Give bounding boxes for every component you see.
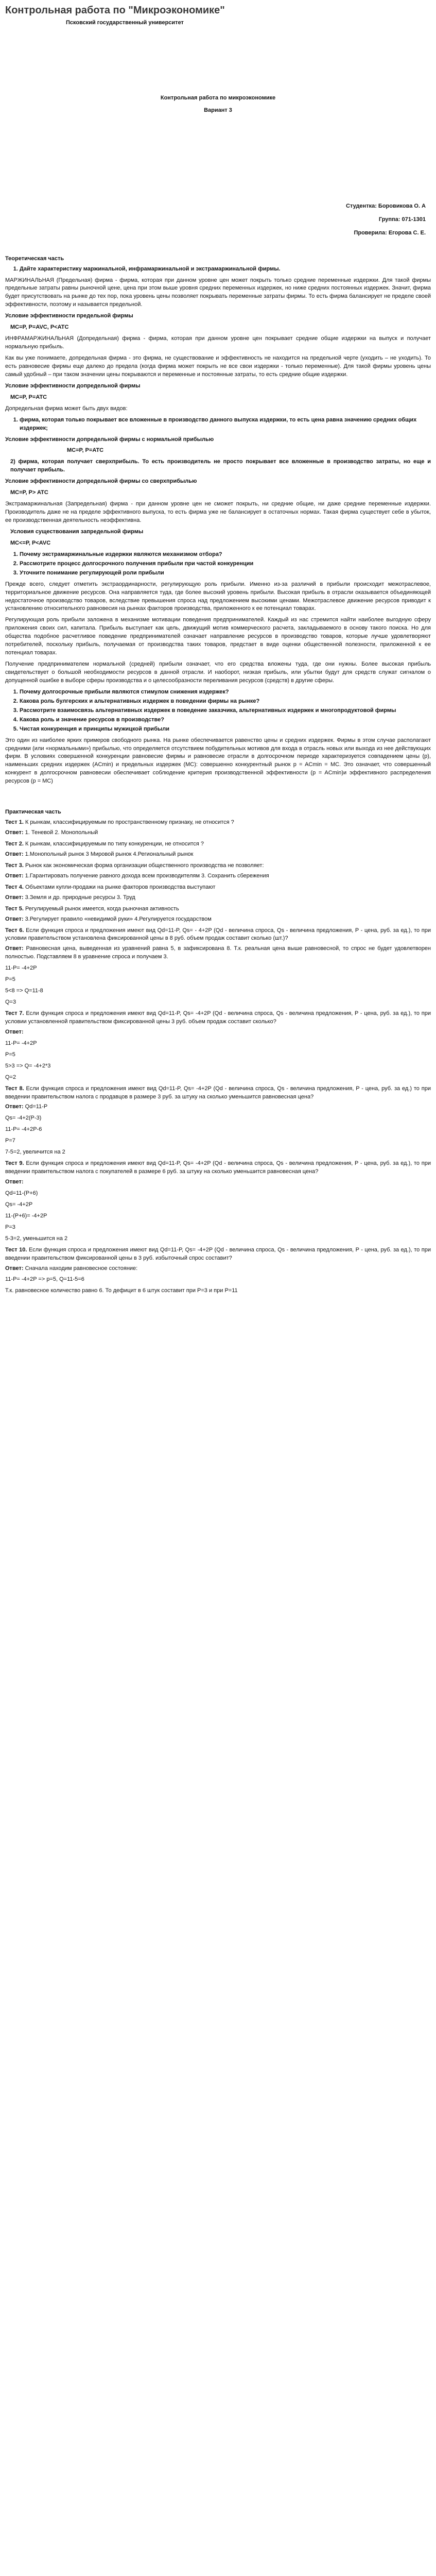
test-question xyxy=(5,1010,431,1026)
test-answer xyxy=(5,872,431,880)
marginal-firm-paragraph: МАРЖИНАЛЬНАЯ (Предельная) фирма - фирма, которая при данном уровне цен может покрыть только средние переменные издержки. Для такой фирмы предельные затраты равны рыночной цене, цена при этом выше уровня средних переменных издержек, но ниже средних постоянных издержек. Значит, фирма будет присутствовать на рынке до тех пор, пока уровень цены позволяет покрывать переменные затраты фирмы. То есть фирма балансирует не пределе своей эффективности, поэтому и называется предельной. xyxy=(5,277,431,308)
test-question xyxy=(5,1085,431,1101)
question-2-item: 1. Почему экстрамаржинальные издержки являются механизмом отбора? xyxy=(20,551,431,559)
question-3-item: 4. Какова роль и значение ресурсов в производстве? xyxy=(20,716,431,724)
item-text: Qs= -4+2(P-3) xyxy=(5,1115,42,1122)
item-text: Сначала находим равновесное состояние: xyxy=(25,1265,138,1272)
closing-paragraph: Это один из наиболее ярких примеров свободного рынка. На рынке обеспечивается равенство цены и средних издержек. Фирмы в этом случае располагают средними (или «нормальными») прибылью, что определяется отсутствием побудительных мотивов для входа в отрасль новых или выхода из нее действующих фирм. В условиях совершенной конкуренции равновесие фирмы и равновесие отрасли в долгосрочном периоде характеризуется совпадением цены (p), наименьших средних издержек (ACmin) и предельных издержек (MC): совершенно конкурентный рынок p = ACmin = MC. Это означает, что совершенный конкурент в долгосрочном равновесии обеспечивает соблюдение критерия производственной эффективности (p = ACmin)и эффективного распределения ресурсов (p = MC) xyxy=(5,737,431,785)
item-text: P=7 xyxy=(5,1138,15,1144)
item-label: Тест 10. xyxy=(5,1246,27,1253)
item-text: Если функция спроса и предложения имеют вид Qd=11-P, Qs= -4+2P (Qd - величина спроса, Qs - величина предложения, P - цена, руб. за ед.), то при введении правительством фиксированной цены в 3 руб. избыточный спрос составит? xyxy=(5,1246,431,1261)
infra-super-label: Условие эффективности допредельной фирмы со сверхприбылью xyxy=(5,478,197,485)
item-text: 5>3 => Q= -4+2*3 xyxy=(5,1062,51,1069)
test-question xyxy=(5,927,431,943)
item-label: Ответ: xyxy=(5,894,24,901)
infra-condition-label: Условие эффективности допредельной фирмы xyxy=(5,382,141,389)
infra-condition-formula: MC=P, P=ATC xyxy=(10,394,47,400)
question-2-list xyxy=(5,551,431,578)
item-label: Ответ: xyxy=(5,851,24,857)
answer-line xyxy=(5,1201,431,1209)
test-answer xyxy=(5,1178,431,1187)
test-question xyxy=(5,884,431,892)
question-3-item: 5. Чистая конкуренция и принципы мужицкой прибыли xyxy=(20,725,431,734)
marginal-condition-label: Условие эффективности предельной фирмы xyxy=(5,313,133,319)
test-question xyxy=(5,1246,431,1263)
item-text: Если функция спроса и предложения имеют вид Qd=11-P, Qs= - 4+2P (Qd - величина спроса, Qs - величина предложения, P - цена, руб. за ед.), то при условии правительством установлена фиксированной цены в 8 руб. объем продаж составит сколько (шт.)? xyxy=(5,927,431,942)
answer-line xyxy=(5,1074,431,1082)
item-text: 1.Монопольный рынок 3 Мировой рынок 4.Региональный рынок xyxy=(25,851,194,857)
item-label: Тест 9. xyxy=(5,1160,24,1167)
item-label: Тест 1. xyxy=(5,819,24,826)
item-text: 1.Гарантировать получение равного дохода всем производителям 3. Сохранить сбережения xyxy=(25,872,269,879)
infra-zero-label: Условие эффективности допредельной фирмы с нормальной прибылью xyxy=(5,436,214,443)
answer-line xyxy=(5,1148,431,1157)
test-question xyxy=(5,862,431,870)
extra-condition-formula: MC<=P, P<AVC xyxy=(10,539,51,546)
infra-types-list xyxy=(5,416,431,433)
answer-line xyxy=(5,1114,431,1123)
answer-line xyxy=(5,976,431,984)
item-label: Тест 2. xyxy=(5,841,24,847)
question-2-item: 2. Рассмотрите процесс долгосрочного получения прибыли при частой конкуренции xyxy=(20,560,431,568)
item-text: 5-3=2, уменьшится на 2 xyxy=(5,1235,68,1242)
group-number: Группа: 071-1301 xyxy=(378,216,426,223)
answer-line xyxy=(5,1212,431,1221)
item-text: 3.Земля и др. природные ресурсы 3. Труд xyxy=(25,894,135,901)
item-text: P=5 xyxy=(5,976,15,983)
practice-heading: Практическая часть xyxy=(5,809,61,816)
test-question xyxy=(5,819,431,827)
item-text: К рынкам, классифицируемым по пространственному признаку, не относится ? xyxy=(25,819,234,826)
answer-line xyxy=(5,1137,431,1145)
item-text: Регулируемый рынок имеется, когда рыночная активность xyxy=(25,905,179,912)
item-text: Q=3 xyxy=(5,999,16,1006)
item-text: 11-P= -4+2P => p=5, Q=11-5=6 xyxy=(5,1276,84,1283)
item-label: Тест 5. xyxy=(5,905,24,912)
test-answer xyxy=(5,945,431,961)
question-3-item: 1. Почему долгосрочные прибыли являются стимулом снижения издержек? xyxy=(20,688,431,697)
author-block xyxy=(5,202,431,238)
extra-condition-label: Условия существования запредельной фирмы xyxy=(10,528,144,535)
document-title: Контрольная работа по "Микроэкономике" xyxy=(5,5,225,16)
profit-paragraph-2: Регулирующая роль прибыли заложена в механизме мотивации поведения предпринимателей. Каждый из нас стремится найти наиболее выгодную сферу приложения своих сил, капитала. Прибыль выступает как цель, движущий мотив коммерческого расчета, закладываемого в основу такого поиска. Но для общества подобное расчетливое поведение предпринимателей означает направление ресурсов в производство товаров, которые лучше удовлетворяют потребителей, поскольку прибыль, получаемая от производства таких товаров, предстает в виде оценки общественной полезности, приложенной к ее потенциал товарах. xyxy=(5,617,431,656)
item-text: P=5 xyxy=(5,1051,15,1058)
item-text: Q=2 xyxy=(5,1074,16,1080)
infra-types-intro: Допредельная фирма может быть двух видов: xyxy=(5,405,128,412)
checked-by: Проверила: Егорова С. Е. xyxy=(354,229,426,236)
item-label: Ответ: xyxy=(5,916,24,922)
item-text: Равновесная цена, выведенная из уравнений равна 5, в зафиксирована 8. Т.к. реальная цена выше равновесной, то спрос не будет удовлетворен полностью. Подставляем 8 в уравнение спроса и получаем 3. xyxy=(5,945,431,960)
test-answer xyxy=(5,829,431,837)
item-label: Ответ: xyxy=(5,1179,24,1185)
item-label: Ответ: xyxy=(5,872,24,879)
answer-line xyxy=(5,1235,431,1243)
practice-section xyxy=(5,819,431,1295)
test-answer xyxy=(5,1265,431,1273)
answer-line xyxy=(5,1276,431,1284)
test-question xyxy=(5,840,431,849)
item-label: Тест 8. xyxy=(5,1085,24,1092)
item-text: 11-(P+6)= -4+2P xyxy=(5,1212,47,1219)
item-text: 7-5=2, увеличится на 2 xyxy=(5,1149,65,1156)
infra-zero-formula: MC=P, P=ATC xyxy=(67,447,104,454)
item-label: Ответ: xyxy=(5,1104,24,1110)
item-label: Ответ: xyxy=(5,1265,24,1272)
item-label: Тест 6. xyxy=(5,927,24,934)
profit-paragraph-1: Прежде всего, следует отметить экстраординарности, регулирующую роль прибыли. Именно из-за различий в прибыли происходит межотраслевое, территориальное движение ресурсов. Она направляется туда, где более высокий уровень прибыли. Высокая прибыль в отрасли оказывается объединяющей недостаточное производство товаров, вследствие превышения спроса над предложением высокими ценами. Межотраслевое движение ресурсов приводит к установлению относительного равновесия на рынках факторов производства, приложенного к ее потенциал товарах. xyxy=(5,581,431,612)
infra-type-2: 2) фирма, которая получает сверхприбыль. То есть производитель не просто покрывает все вложенные в производство затраты, но еще и получает прибыль. xyxy=(10,459,431,473)
marginal-condition-formula: MC=P, P=AVC, P<ATC xyxy=(10,324,69,331)
infra-firm-paragraph-1: ИНФРАМАРЖИНАЛЬНАЯ (Допредельная) фирма - фирма, которая при данном уровне цен покрывает средние общие издержки на выпуск и получает нормальную прибыль. xyxy=(5,335,431,350)
item-label: Ответ: xyxy=(5,945,24,952)
answer-line xyxy=(5,1062,431,1071)
answer-line xyxy=(5,1040,431,1048)
item-text: Объектами купли-продажи на рынке факторов производства выступают xyxy=(25,884,216,890)
item-text: Qs= -4+2P xyxy=(5,1201,33,1208)
answer-line xyxy=(5,1190,431,1198)
answer-line xyxy=(5,998,431,1007)
test-answer xyxy=(5,1103,431,1111)
extra-firm-paragraph: Экстрамаржинальная (Запредельная) фирма - при данном уровне цен не сможет покрыть, ни средние общие, ни даже средние переменные издержки. Производитель даже не на пределе эффективного выпуска, то есть фирма уже не балансирует в остаточных нормах. Такая фирма существует себе в убыток, ее производственная деятельность неэффективна. xyxy=(5,501,431,523)
question-3-item: 2. Какова роль булгерских и альтернативных издержек в поведении фирмы на рынке? xyxy=(20,698,431,706)
item-text: Qd=11-(P+6) xyxy=(5,1190,38,1196)
question-2-item: 3. Уточните понимание регулирующей роли прибыли xyxy=(20,569,431,578)
item-text: 1. Теневой 2. Монопольный xyxy=(25,829,98,836)
theory-heading: Теоретическая часть xyxy=(5,255,64,262)
item-label: Тест 3. xyxy=(5,862,24,869)
test-answer xyxy=(5,916,431,924)
university-name: Псковский государственный университет xyxy=(66,20,184,26)
item-text: Если функция спроса и предложения имеют вид Qd=11-P, Qs= -4+2P (Qd - величина спроса, Qs - величина предложения, P - цена, руб. за ед.) то при введении правительством налога с продавцов в размере 3 руб. за штуку на сколько уменьшится равновесная цена? xyxy=(5,1085,431,1100)
infra-type-1: 1. фирма, которая только покрывает все вложенные в производство данного выпуска издержки, то есть цена равна значению средних общих издержек; xyxy=(20,416,431,433)
test-answer xyxy=(5,894,431,902)
test-question xyxy=(5,905,431,913)
question-1: 1. Дайте характеристику маржинальной, инфрамаржинальной и экстрамаржинальной фирмы. xyxy=(20,265,431,274)
item-text: P=3 xyxy=(5,1224,15,1230)
answer-line xyxy=(5,964,431,973)
question-1-list xyxy=(5,265,431,274)
item-text: 11-P= -4+2P xyxy=(5,965,37,972)
item-label: Ответ: xyxy=(5,1028,24,1035)
item-text: Т.к. равновесное количество равно 6. То дефицит в 6 штук составит при P=3 и при P=11 xyxy=(5,1287,238,1294)
item-text: Qd=11-P xyxy=(25,1104,48,1110)
infra-firm-paragraph-2: Как вы уже понимаете, допредельная фирма - это фирма, не существование и эффективность не находится на предельной черте (уходить – не уходить). То есть равновесие фирмы еще далеко до предела (когда фирма может покрыть не все свои издержки - только переменные). Для такой фирмы уровень цены самый удобный – при таком значении цены покрываются и переменные и постоянные затраты, то есть средние общие издержки. xyxy=(5,355,431,378)
item-label: Тест 4. xyxy=(5,884,24,890)
question-3-item: 3. Рассмотрите взаимосвязь альтернативных издержек в поведение заказчика, альтернативных издержек и многопродуктовой фирмы xyxy=(20,707,431,715)
student-name: Студентка: Боровикова О. А xyxy=(346,202,426,209)
infra-super-formula: MC=P, P> ATC xyxy=(10,489,48,496)
item-text: Если функция спроса и предложения имеют вид Qd=11-P, Qs= -4+2P (Qd - величина спроса, Qs - величина предложения, P - цена, руб. за ед.), то при условии установленной правительством фиксированной цены 3 руб. объем продаж составит сколько? xyxy=(5,1010,431,1025)
answer-line xyxy=(5,1126,431,1134)
answer-line xyxy=(5,1287,431,1295)
item-text: Если функция спроса и предложения имеют вид Qd=11-P, Qs= -4+2P (Qd - величина спроса, Qs - величина предложения, P - цена, руб. за ед.), то при введении правительством налога с покупателей в размере 6 руб. за штуку на сколько уменьшится равновесная цена? xyxy=(5,1160,431,1175)
test-question xyxy=(5,1160,431,1176)
profit-paragraph-3: Получение предпринимателем нормальной (средней) прибыли означает, что его средства вложены туда, где они нужны. Более высокая прибыль свидетельствует о большой необходимости ресурсов в данной отрасли. И наоборот, низкая прибыль, или убытки будут для средств служат сигналом о допущенной ошибке в выборе сферы производства и о целесообразности переливания ресурсов (средств) в другие сферы. xyxy=(5,661,431,684)
item-label: Тест 7. xyxy=(5,1010,24,1016)
item-text: 5<8 => Q=11-8 xyxy=(5,988,43,994)
answer-line xyxy=(5,987,431,995)
item-text: Рынок как экономическая форма организации общественного производства не позволяет: xyxy=(25,862,264,869)
answer-line xyxy=(5,1051,431,1059)
work-title: Контрольная работа по микроэкономике xyxy=(160,94,276,101)
answer-line xyxy=(5,1224,431,1232)
item-text: 11-P= -4+2P-6 xyxy=(5,1126,42,1133)
item-text: 11-P= -4+2P xyxy=(5,1040,37,1046)
test-answer xyxy=(5,1028,431,1037)
test-answer xyxy=(5,851,431,859)
item-text: 3.Регулирует правило «невидимой руки» 4.Регулируется государством xyxy=(25,916,212,922)
variant-label: Вариант 3 xyxy=(204,107,232,113)
question-3-list xyxy=(5,688,431,734)
item-text: К рынкам, классифицируемым по типу конкуренции, не относится ? xyxy=(25,841,204,847)
item-label: Ответ: xyxy=(5,829,24,836)
